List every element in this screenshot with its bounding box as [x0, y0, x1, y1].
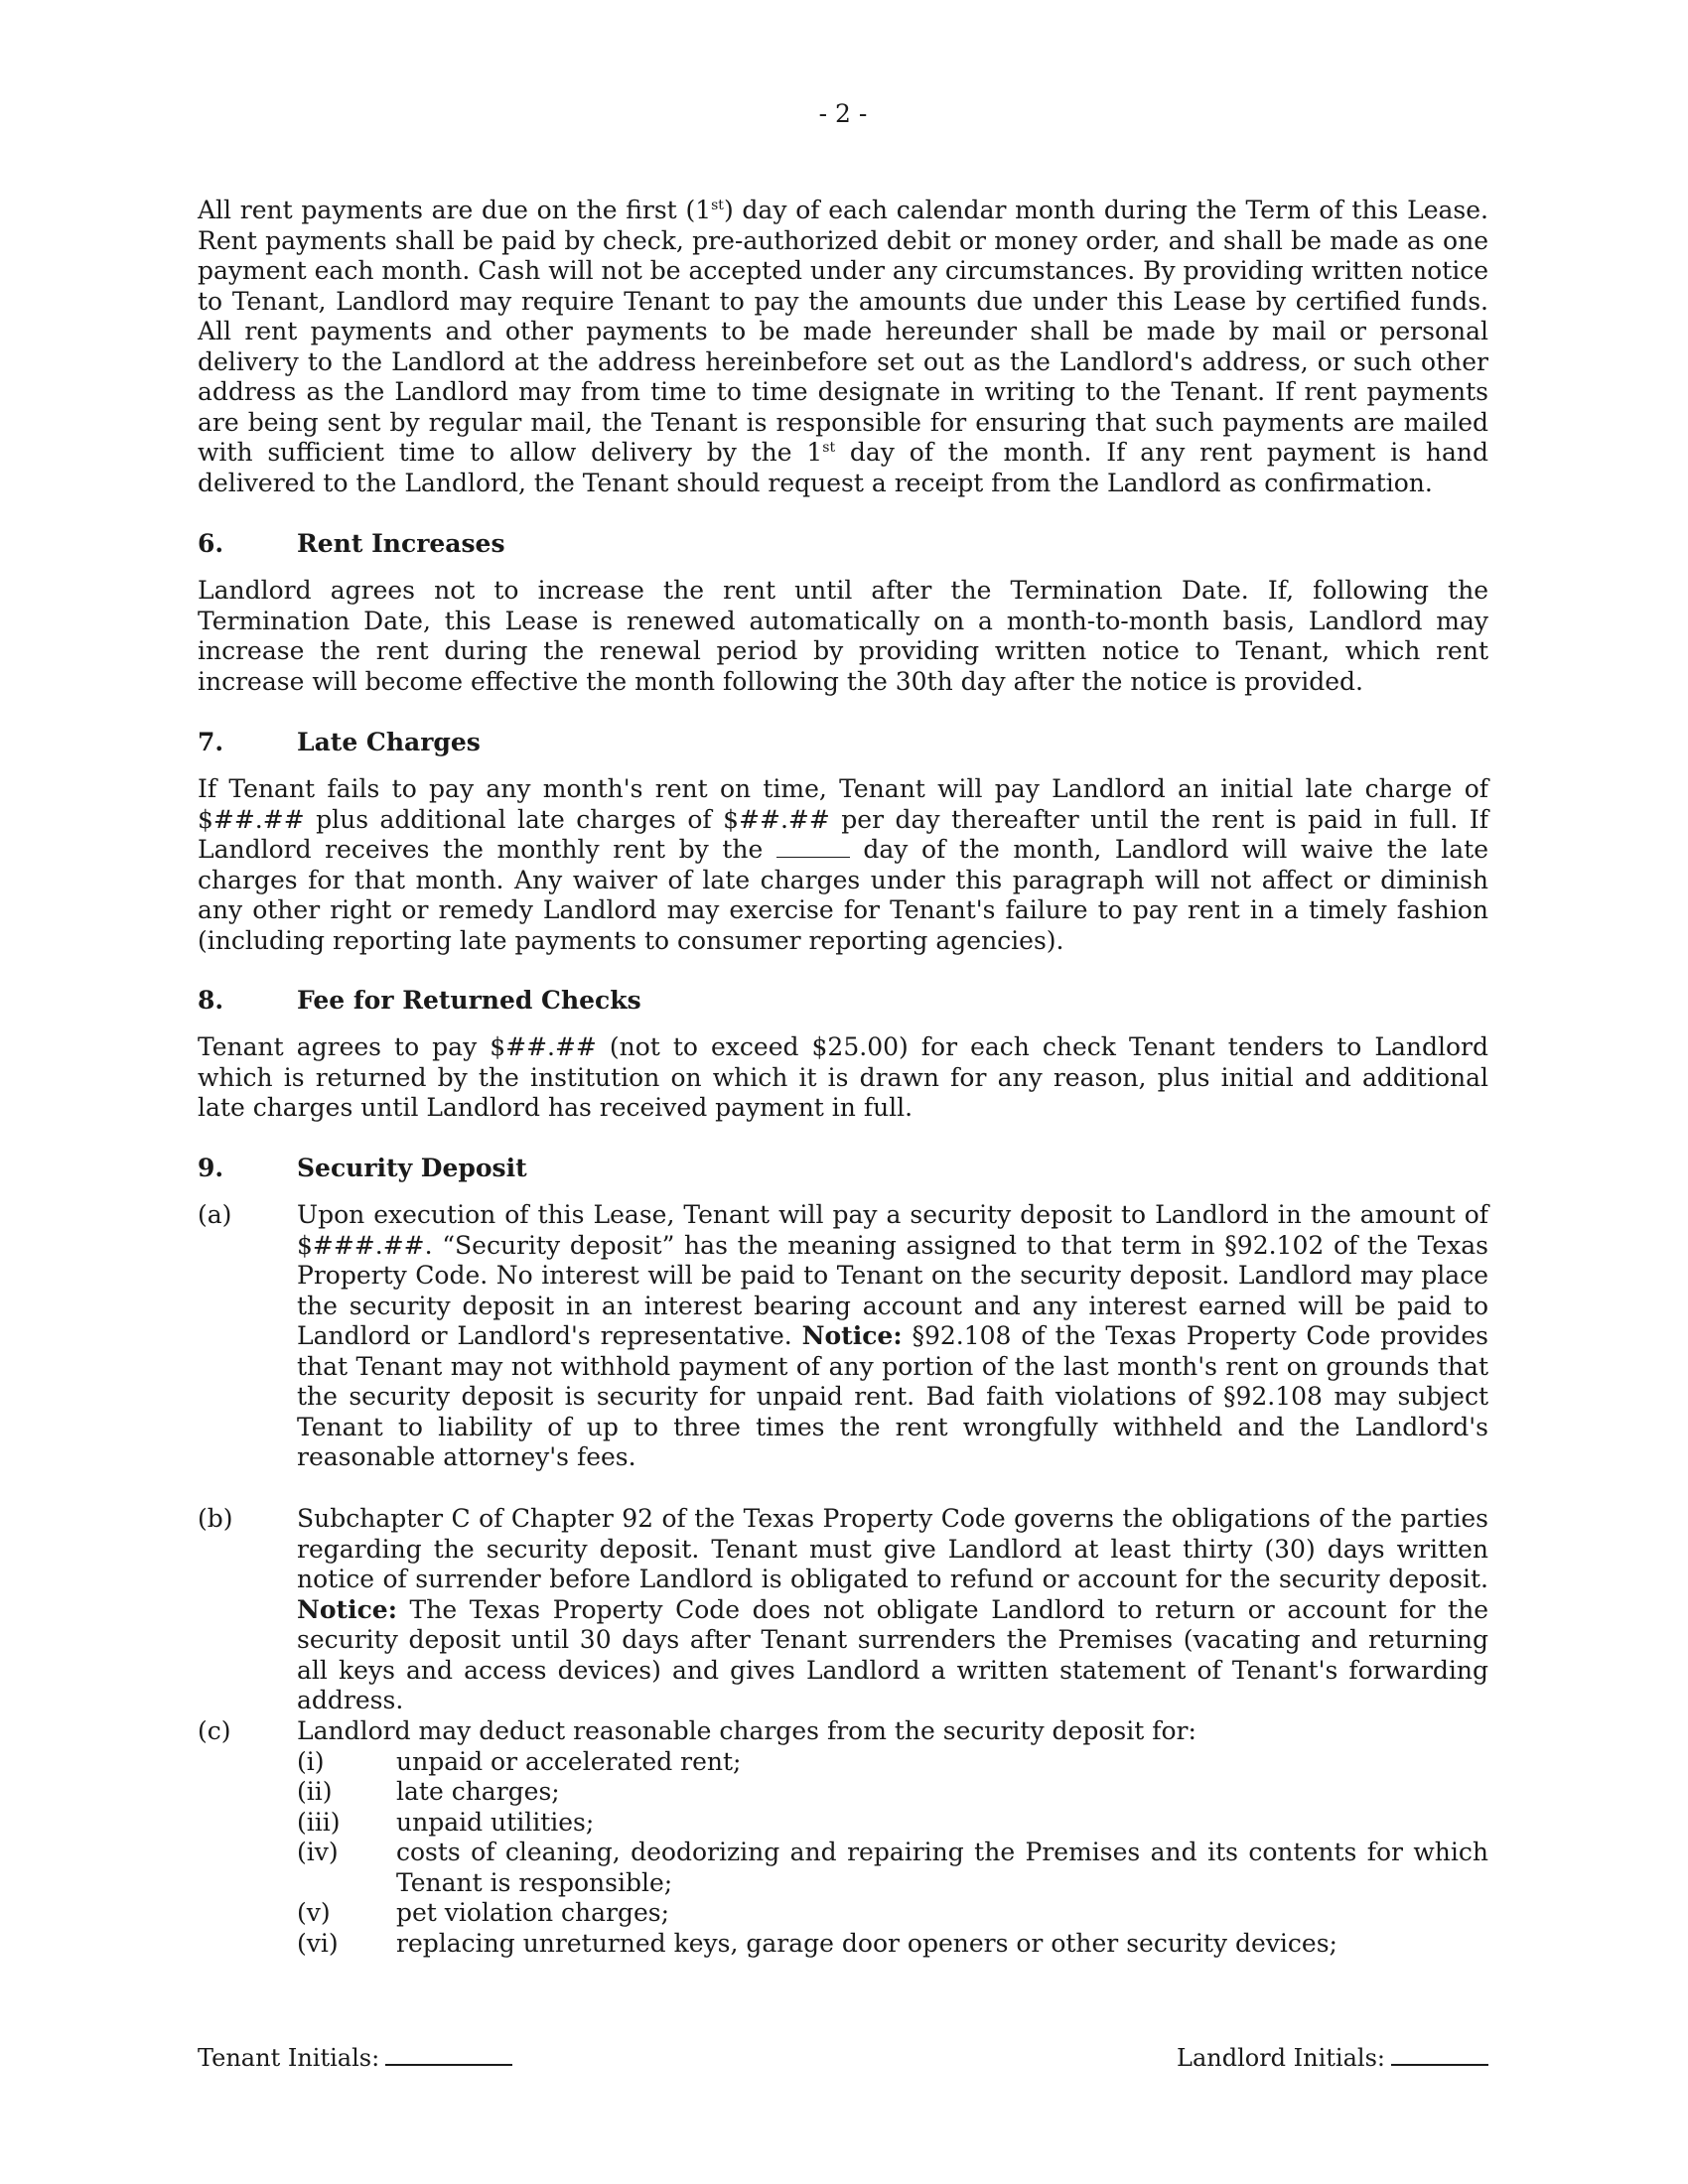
section-title: Fee for Returned Checks	[297, 986, 641, 1015]
item-b-text-b: The Texas Property Code does not obligate Landlord to return or account for the security deposit until 30 days after Tenant surrenders the Premises (vacating and returning all keys and access devices) and gives Landlord a written statement of Tenant's forwarding address.	[297, 1594, 1488, 1714]
list-item-label: (v)	[297, 1898, 331, 1927]
section-8-text: Tenant agrees to pay $##.## (not to exceed $25.00) for each check Tenant tenders to Landlord which is returned by the institution on which it is drawn for any reason, plus initial and additional late charges until Landlord has received payment in full.	[198, 1032, 1488, 1122]
section-9-item-b	[198, 1504, 1488, 1716]
list-item	[297, 1929, 1488, 1960]
notice-label: Notice:	[801, 1321, 903, 1350]
section-8-body	[198, 1032, 1488, 1124]
list-item-label: (i)	[297, 1746, 325, 1776]
rent-payment-text-b: ) day of each calendar month during the Term of this Lease. Rent payments shall be paid by check, pre-authorized debit or money order, and shall be made as one payment each month. Cash will not be accepted under any circumstances. By providing written notice to Tenant, Landlord may require Tenant to pay the amounts due under this Lease by certified funds. All rent payments and other payments to be made hereunder shall be made by mail or personal delivery to the Landlord at the address hereinbefore set out as the Landlord's address, or such other address as the Landlord may from time to time designate in writing to the Tenant. If rent payments are being sent by regular mail, the Tenant is responsible for ensuring that such payments are mailed with sufficient time to allow delivery by the 1	[198, 196, 1488, 467]
item-b-text-a: Subchapter C of Chapter 92 of the Texas Property Code governs the obligations of the parties regarding the security deposit. Tenant must give Landlord at least thirty (30) days written notice of surrender before Landlord is obligated to refund or account for the security deposit.	[297, 1504, 1488, 1593]
rent-payment-text-a: All rent payments are due on the first (1	[198, 196, 712, 224]
section-7-text-a: If Tenant fails to pay any month's rent on time, Tenant will pay Landlord an initial late charge of $##.## plus additional late charges of $##.## per day thereafter until the rent is paid in full. If Landlord receives the monthly rent by the	[198, 774, 1488, 864]
section-9-heading	[198, 1154, 1488, 1184]
ordinal-superscript: st	[711, 198, 724, 213]
list-item-text: late charges;	[396, 1777, 560, 1806]
rent-payment-paragraph	[198, 196, 1488, 498]
tenant-initials	[198, 2040, 512, 2073]
list-item-text: pet violation charges;	[396, 1898, 670, 1927]
tenant-initials-line[interactable]	[385, 2040, 512, 2066]
landlord-initials	[1177, 2040, 1488, 2073]
section-9-item-a	[198, 1200, 1488, 1473]
list-item	[297, 1747, 1488, 1778]
section-7-body	[198, 774, 1488, 956]
list-item-label: (iii)	[297, 1807, 341, 1837]
item-label: (a)	[198, 1200, 232, 1229]
section-number: 6.	[198, 529, 224, 558]
section-title: Rent Increases	[297, 529, 505, 558]
ordinal-superscript: st	[822, 440, 836, 456]
list-item-text: unpaid or accelerated rent;	[396, 1746, 742, 1776]
list-item	[297, 1808, 1488, 1839]
item-c-text: Landlord may deduct reasonable charges from the security deposit for:	[297, 1716, 1196, 1745]
section-9-item-c	[198, 1716, 1488, 1959]
day-blank-field[interactable]	[776, 835, 850, 858]
section-number: 9.	[198, 1154, 224, 1182]
section-title: Late Charges	[297, 728, 481, 756]
section-number: 8.	[198, 986, 224, 1015]
section-8-heading	[198, 986, 1488, 1017]
tenant-initials-label: Tenant Initials:	[198, 2044, 380, 2072]
list-item	[297, 1898, 1488, 1929]
list-item-label: (ii)	[297, 1777, 333, 1806]
list-item-text: unpaid utilities;	[396, 1807, 595, 1837]
item-a-text-b: §92.108 of the Texas Property Code provides that Tenant may not withhold payment of any portion of the last month's rent on grounds that the security deposit is security for unpaid rent. Bad faith violations of §92.108 may subject Tenant to liability of up to three times the rent wrongfully withheld and the Landlord's reasonable attorney's fees.	[297, 1321, 1488, 1471]
section-6-text: Landlord agrees not to increase the rent until after the Termination Date. If, following the Termination Date, this Lease is renewed automatically on a month-to-month basis, Landlord may increase the rent during the renewal period by providing written notice to Tenant, which rent increase will become effective the month following the 30th day after the notice is provided.	[198, 576, 1488, 696]
section-number: 7.	[198, 728, 224, 756]
document-page	[198, 0, 1488, 2184]
section-7-text-b: day of the month, Landlord will waive the late charges for that month. Any waiver of late charges under this paragraph will not affect or diminish any other right or remedy Landlord may exercise for Tenant's failure to pay rent in a timely fashion (including reporting late payments to consumer reporting agencies).	[198, 835, 1488, 955]
notice-label: Notice:	[297, 1594, 397, 1624]
landlord-initials-label: Landlord Initials:	[1177, 2044, 1385, 2072]
list-item-text: replacing unreturned keys, garage door openers or other security devices;	[396, 1928, 1337, 1958]
section-6-heading	[198, 529, 1488, 560]
page-number: - 2 -	[818, 99, 868, 128]
landlord-initials-line[interactable]	[1391, 2040, 1488, 2066]
item-label: (b)	[198, 1504, 233, 1533]
list-item-label: (vi)	[297, 1928, 339, 1958]
item-label: (c)	[198, 1716, 231, 1745]
section-7-heading	[198, 728, 1488, 758]
list-item-label: (iv)	[297, 1838, 339, 1866]
section-title: Security Deposit	[297, 1154, 527, 1182]
rent-payment-text-c: day of the month. If any rent payment is hand delivered to the Landlord, the Tenant should request a receipt from the Landlord as confirmation.	[198, 438, 1488, 497]
item-a-text-a: Upon execution of this Lease, Tenant will pay a security deposit to Landlord in the amount of $###.##. “Security deposit” has the meaning assigned to that term in §92.102 of the Texas Property Code. No interest will be paid to Tenant on the security deposit. Landlord may place the security deposit in an interest bearing account and any interest earned will be paid to Landlord or Landlord's representative.	[297, 1200, 1488, 1350]
list-item	[297, 1777, 1488, 1808]
section-6-body	[198, 576, 1488, 697]
list-item	[297, 1838, 1488, 1898]
list-item-text: costs of cleaning, deodorizing and repairing the Premises and its contents for which Tenant is responsible;	[396, 1838, 1488, 1897]
